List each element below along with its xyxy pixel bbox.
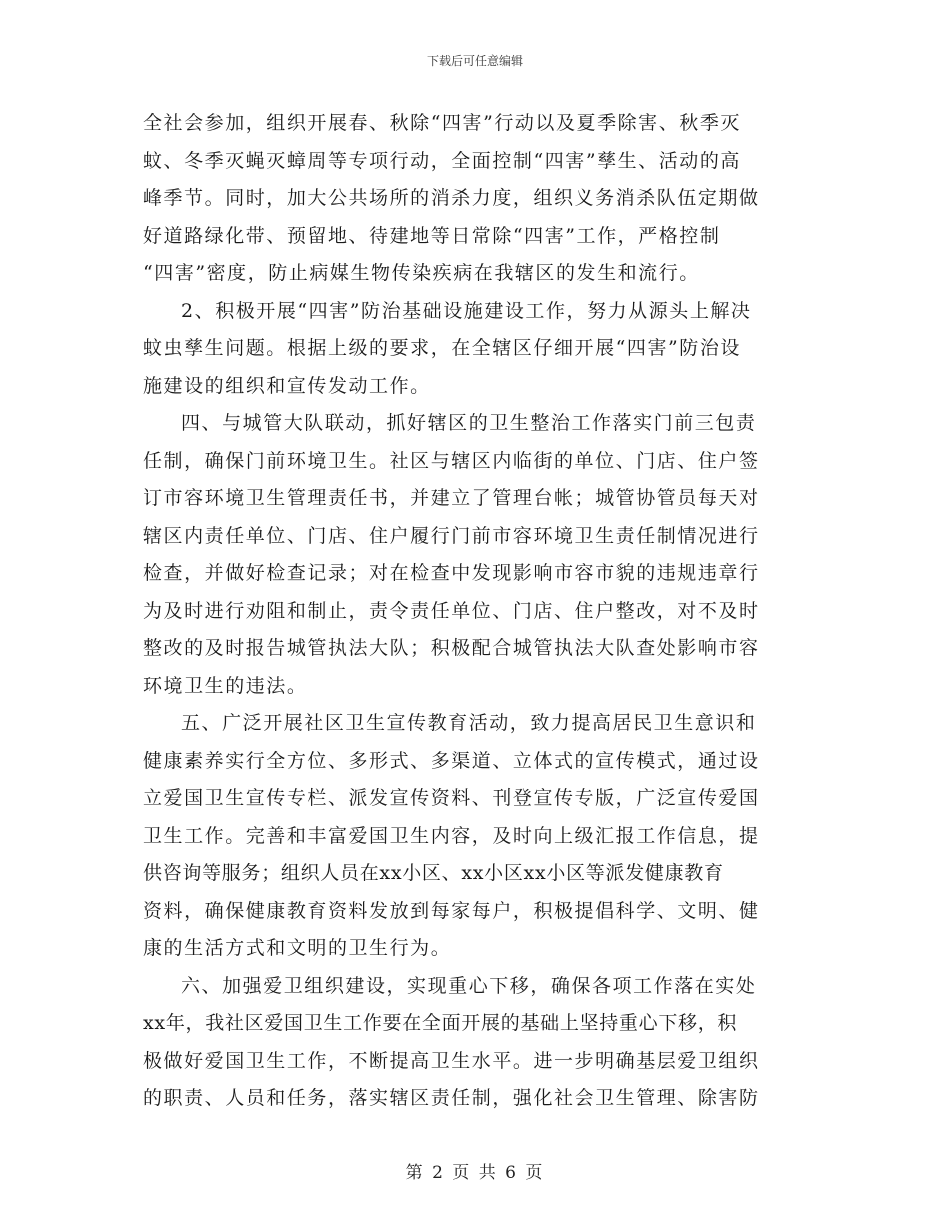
document-body — [143, 105, 808, 1118]
text-line: 整改的及时报告城管执法大队；积极配合城管执法大队查处影响市容 — [143, 637, 760, 659]
text-line: 环境卫生的违法。 — [143, 674, 308, 697]
text-line: 峰季节。同时，加大公共场所的消杀力度，组织义务消杀队伍定期做 — [143, 187, 760, 209]
text-line: 六、加强爱卫组织建设，实现重心下移，确保各项工作落在实处 — [181, 974, 757, 997]
text-line: 五、广泛开展社区卫生宣传教育活动，致力提高居民卫生意识和 — [181, 712, 757, 734]
text-line: 立爱国卫生宣传专栏、派发宣传资料、刊登宣传专版，广泛宣传爱国 — [143, 787, 760, 809]
text-line: 的职责、人员和任务，落实辖区责任制，强化社会卫生管理、除害防 — [143, 1087, 760, 1109]
text-line: 订市容环境卫生管理责任书，并建立了管理台帐；城管协管员每天对 — [143, 487, 760, 509]
text-line: 四、与城管大队联动，抓好辖区的卫生整治工作落实门前三包责 — [181, 412, 757, 434]
text-line: 康的生活方式和文明的卫生行为。 — [143, 937, 452, 959]
text-line: 资料，确保健康教育资料发放到每家每户，积极提倡科学、文明、健 — [143, 899, 760, 922]
text-line: 极做好爱国卫生工作，不断提高卫生水平。进一步明确基层爱卫组织 — [143, 1049, 760, 1072]
text-line: xx年，我社区爱国卫生工作要在全面开展的基础上坚持重心下移，积 — [143, 1012, 738, 1034]
text-line: 任制，确保门前环境卫生。社区与辖区内临街的单位、门店、住户签 — [143, 449, 760, 472]
text-line: 施建设的组织和宣传发动工作。 — [143, 374, 431, 397]
text-line: 2、积极开展“四害”防治基础设施建设工作，努力从源头上解决 — [181, 299, 752, 322]
text-line: 检查，并做好检查记录；对在检查中发现影响市容市貌的违规违章行 — [143, 562, 760, 584]
text-line: 辖区内责任单位、门店、住户履行门前市容环境卫生责任制情况进行 — [143, 524, 760, 547]
text-line: 卫生工作。完善和丰富爱国卫生内容，及时向上级汇报工作信息，提 — [143, 824, 760, 847]
text-line: 蚊、冬季灭蝇灭蟑周等专项行动，全面控制“四害”孳生、活动的高 — [143, 149, 741, 172]
text-line: 好道路绿化带、预留地、待建地等日常除“四害”工作，严格控制 — [143, 224, 721, 247]
page-number-footer: 第 2 页 共 6 页 — [405, 1163, 545, 1183]
text-line: 蚊虫孳生问题。根据上级的要求，在全辖区仔细开展“四害”防治设 — [143, 337, 741, 359]
text-line: 健康素养实行全方位、多形式、多渠道、立体式的宣传模式，通过设 — [143, 749, 760, 772]
text-line: 全社会参加，组织开展春、秋除“四害”行动以及夏季除害、秋季灭 — [143, 112, 741, 134]
page-header-note: 下载后可任意编辑 — [426, 54, 523, 68]
text-line: 供咨询等服务；组织人员在xx小区、xx小区xx小区等派发健康教育 — [143, 862, 724, 884]
text-line: 为及时进行劝阻和制止，责令责任单位、门店、住户整改，对不及时 — [143, 599, 760, 622]
text-line: “四害”密度，防止病媒生物传染疾病在我辖区的发生和流行。 — [143, 262, 700, 284]
